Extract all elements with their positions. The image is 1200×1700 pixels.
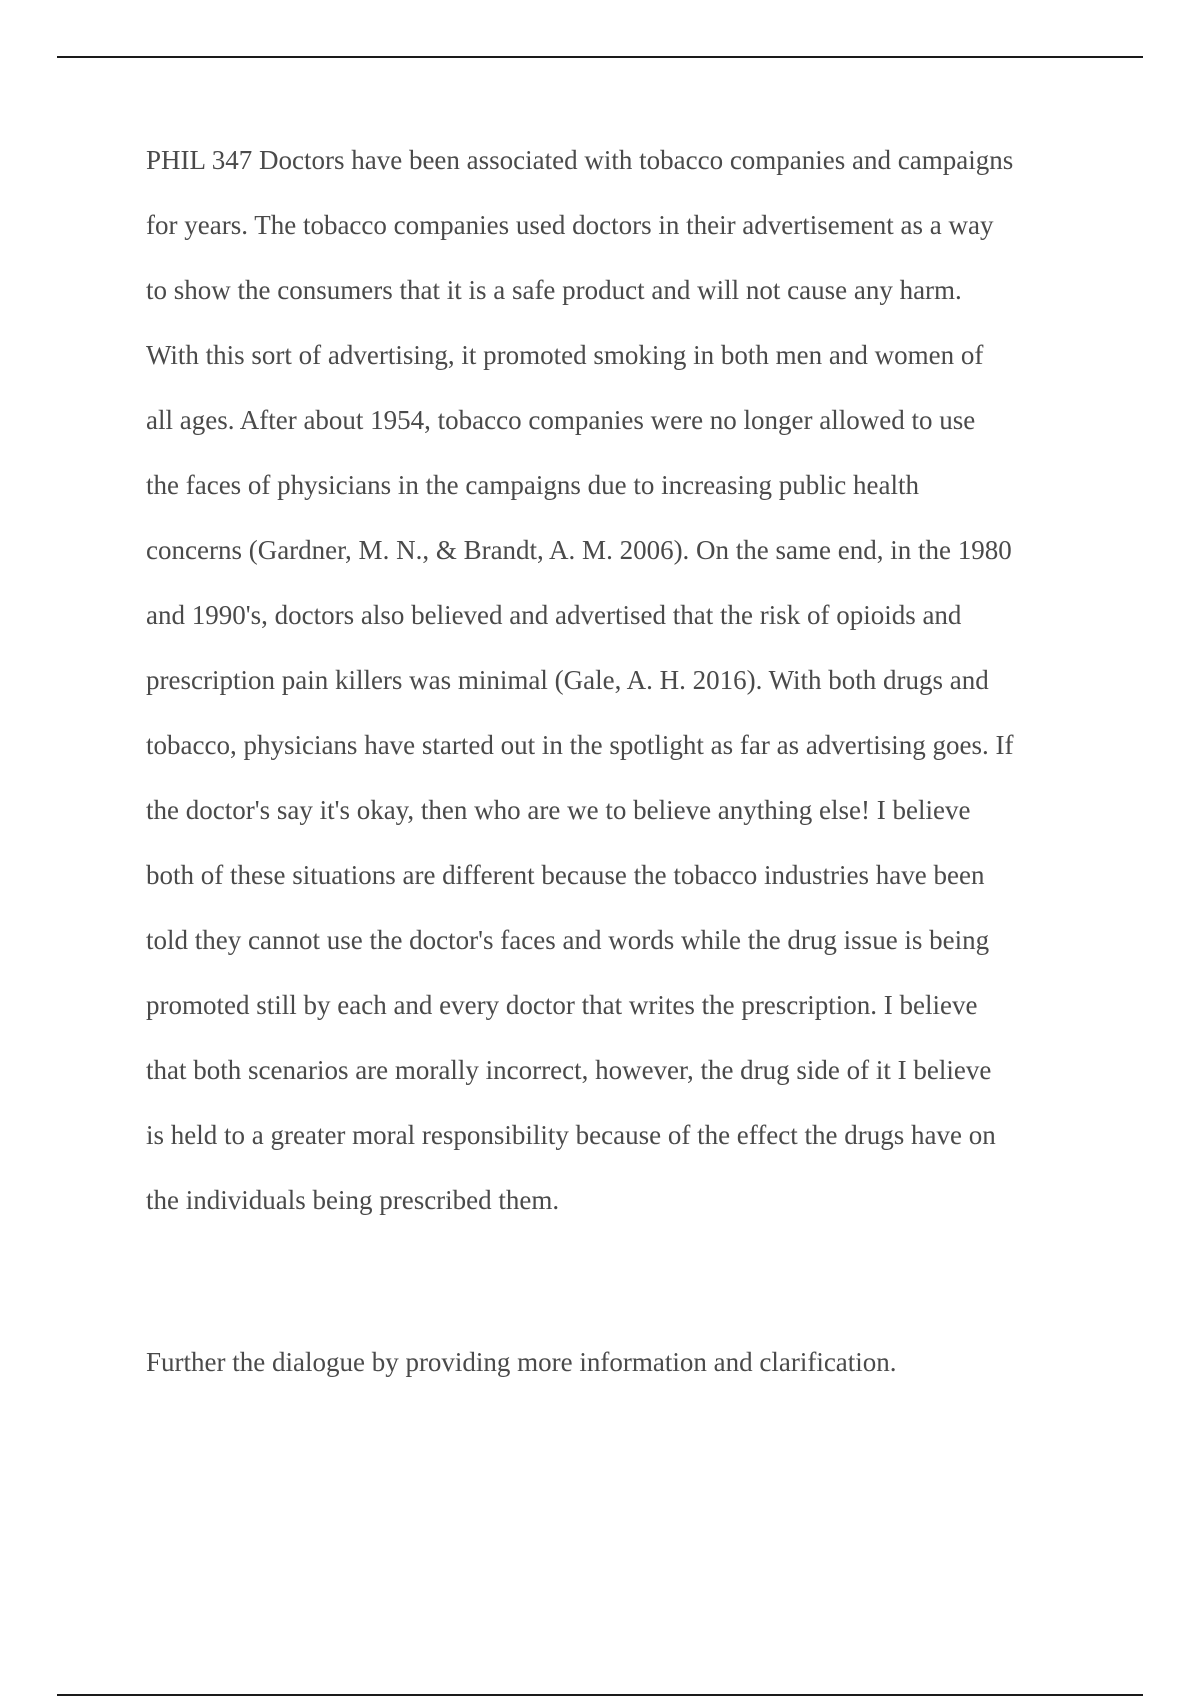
paragraph-line: concerns (Gardner, M. N., & Brandt, A. M. 2006). On the same end, in the 1980 (146, 535, 1012, 565)
paragraph-line: promoted still by each and every doctor that writes the prescription. I believe (146, 990, 978, 1020)
paragraph-line: the faces of physicians in the campaigns due to increasing public health (146, 470, 920, 500)
paragraph-line: all ages. After about 1954, tobacco companies were no longer allowed to use (146, 405, 976, 435)
paragraph-line: that both scenarios are morally incorrect, however, the drug side of it I believe (146, 1055, 992, 1085)
paragraph-line: for years. The tobacco companies used doctors in their advertisement as a way (146, 210, 994, 240)
paragraph-line: the doctor's say it's okay, then who are we to believe anything else! I believe (146, 795, 971, 825)
body-paragraph (146, 128, 1066, 1233)
paragraph-line: is held to a greater moral responsibility because of the effect the drugs have on (146, 1120, 996, 1150)
paragraph-line: PHIL 347 Doctors have been associated with tobacco companies and campaigns (146, 145, 1014, 175)
discussion-prompt: Further the dialogue by providing more information and clarification. (146, 1347, 897, 1377)
paragraph-line: tobacco, physicians have started out in the spotlight as far as advertising goes. If (146, 730, 1014, 760)
bottom-rule (57, 1694, 1143, 1696)
paragraph-line: With this sort of advertising, it promoted smoking in both men and women of (146, 340, 984, 370)
paragraph-line: prescription pain killers was minimal (Gale, A. H. 2016). With both drugs and (146, 665, 989, 695)
top-rule (57, 56, 1143, 58)
paragraph-line: told they cannot use the doctor's faces and words while the drug issue is being (146, 925, 990, 955)
paragraph-line: to show the consumers that it is a safe product and will not cause any harm. (146, 275, 962, 305)
paragraph-line: the individuals being prescribed them. (146, 1185, 560, 1215)
paragraph-line: and 1990's, doctors also believed and advertised that the risk of opioids and (146, 600, 962, 630)
paragraph-line: both of these situations are different because the tobacco industries have been (146, 860, 985, 890)
